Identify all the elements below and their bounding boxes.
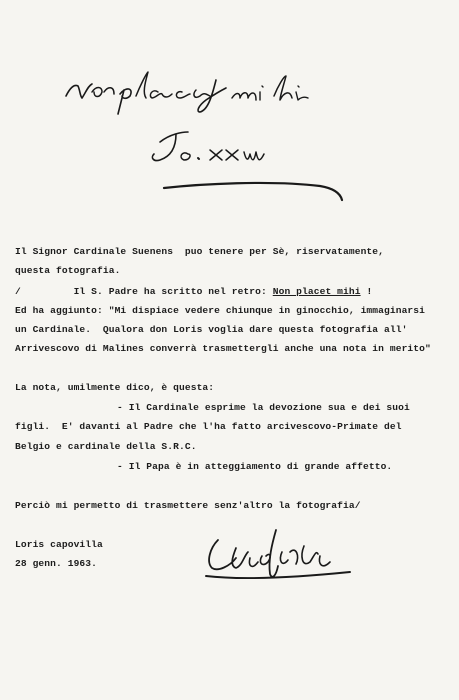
line-1: Il Signor Cardinale Suenens puo tenere per Sè, riservatamente, — [15, 246, 385, 257]
line-3-text: Il S. Padre ha scritto nel retro: — [73, 286, 273, 297]
note-1-line-2: figli. E' davanti al Padre che l'ha fatto arcivescovo-Primate del — [15, 421, 402, 432]
line-4: Ed ha aggiunto: "Mi dispiace vedere chiunque in ginocchio, immaginarsi — [15, 305, 426, 316]
margin-mark: / — [15, 286, 21, 297]
line-6: Arrivescovo di Malines converrà trasmettergli anche una nota in merito" — [15, 343, 431, 354]
note-2: - Il Papa è in atteggiamento di grande affetto. — [117, 461, 393, 472]
note-1-line-1: - Il Cardinale esprime la devozione sua e dei suoi — [117, 402, 410, 413]
sender-name: Loris capovilla — [15, 539, 103, 550]
note-1-line-3: Belgio e cardinale della S.R.C. — [15, 441, 197, 452]
line-2: questa fotografia. — [15, 265, 121, 276]
note-intro: La nota, umilmente dico, è questa: — [15, 382, 215, 393]
non-placet-underlined: Non placet mihi — [272, 286, 361, 297]
closing-line: Perciò mi permetto di trasmettere senz'altro la fotografia/ — [15, 500, 361, 511]
line-5: un Cardinale. Qualora don Loris voglia dare questa fotografia all' — [15, 324, 408, 335]
letter-date: 28 genn. 1963. — [15, 558, 98, 569]
line-3-end: ! — [360, 286, 373, 297]
